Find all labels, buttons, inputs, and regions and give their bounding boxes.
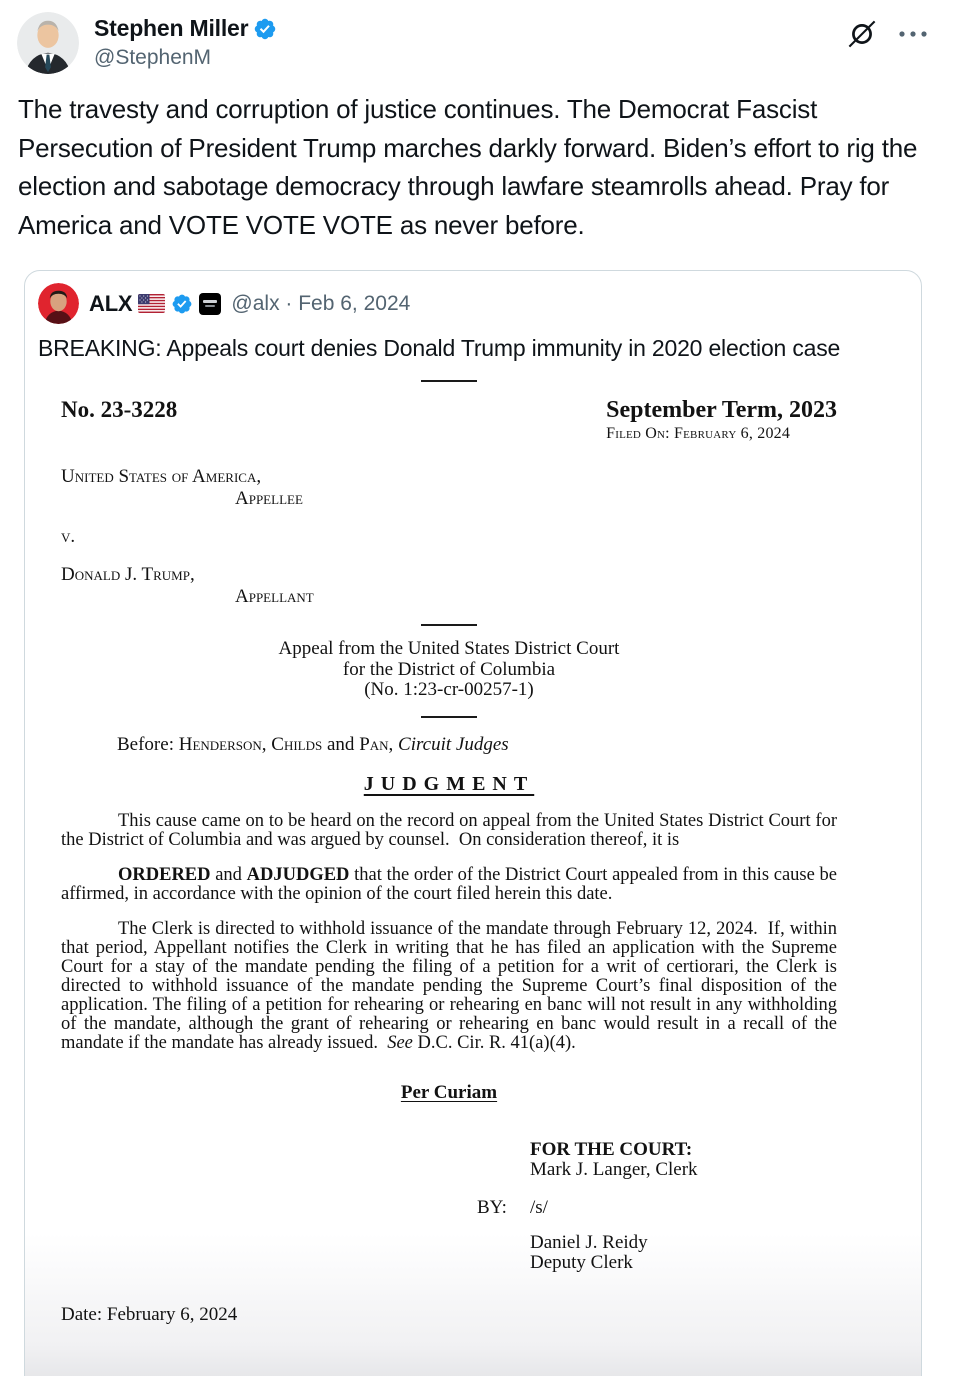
appellee-name: United States of America, bbox=[61, 466, 262, 487]
deputy-clerk-name: Daniel J. Reidy bbox=[530, 1231, 648, 1253]
tweet-text: The travesty and corruption of justice continues. The Democrat Fascist Persecution of President Trump marches darkly forward. Biden’s effort to rig the election and sabotage democracy through lawfare steamrolls ahead. Pray for America and VOTE VOTE VOTE as never before. bbox=[18, 94, 925, 240]
per-curiam: Per Curiam bbox=[400, 1081, 498, 1103]
quoted-verified-badge-icon bbox=[171, 293, 193, 315]
quoted-tweet-header bbox=[25, 271, 921, 324]
appeal-line: Appeal from the United States District Court bbox=[278, 638, 620, 659]
quoted-avatar bbox=[38, 283, 79, 324]
for-the-court: FOR THE COURT: bbox=[530, 1138, 693, 1160]
author-name[interactable]: Stephen Miller bbox=[94, 15, 249, 41]
document-divider bbox=[421, 624, 477, 626]
by-label: BY: bbox=[477, 1196, 507, 1218]
author-info bbox=[94, 12, 277, 71]
judgment-paragraph-3: The Clerk is directed to withhold issuance of the mandate through February 12, 2024. If, within that period, Appellant notifies the Clerk in writing that he has filed an application with the Supreme Court for a stay of the mandate pending the filing of a petition for a writ of certiorari, the Clerk is directed to withhold issuance of the mandate pending the Supreme Court’s final disposition of the application. The filing of a petition for rehearing or rehearing en banc will not result in any withholding of the mandate, although the grant of rehearing or rehearing en banc would result in a recall of the mandate if the mandate has already issued. See D.C. Cir. R. 41(a)(4). bbox=[61, 918, 842, 1053]
grok-icon[interactable] bbox=[846, 18, 878, 50]
header-actions bbox=[846, 18, 928, 50]
appellant-role: Appellant bbox=[235, 586, 314, 607]
document-divider bbox=[421, 380, 477, 382]
filed-date: Filed On: February 6, 2024 bbox=[606, 425, 791, 442]
judgment-paragraph-2: ORDERED and ADJUDGED that the order of the District Court appealed from in this cause be affirmed, in accordance with the opinion of the court filed herein this date. bbox=[61, 864, 842, 904]
signature-slash: /s/ bbox=[530, 1196, 548, 1218]
affiliate-badge bbox=[199, 293, 221, 315]
court-document-image[interactable] bbox=[25, 380, 921, 1376]
court-term: September Term, 2023 bbox=[606, 397, 837, 423]
tweet-header bbox=[0, 0, 964, 74]
appellant-name: Donald J. Trump, bbox=[61, 564, 195, 585]
versus: v. bbox=[61, 526, 76, 547]
quoted-author-name: ALX bbox=[89, 290, 133, 316]
clerk-name: Mark J. Langer, Clerk bbox=[530, 1158, 698, 1180]
panel-line: Before: Henderson, Childs and Pan, Circuit Judges bbox=[117, 733, 509, 755]
verified-badge-icon bbox=[253, 17, 277, 41]
judgment-title: JUDGMENT bbox=[363, 772, 535, 795]
stephen-miller-avatar-image bbox=[17, 12, 79, 74]
avatar[interactable] bbox=[17, 12, 79, 74]
case-caption bbox=[61, 466, 837, 607]
signature-block bbox=[477, 1140, 837, 1273]
appeal-line: for the District of Columbia bbox=[342, 658, 556, 680]
document-date: Date: February 6, 2024 bbox=[61, 1303, 238, 1325]
author-handle[interactable]: @StephenM bbox=[94, 46, 212, 69]
us-flag-icon bbox=[138, 294, 165, 313]
deputy-clerk-title: Deputy Clerk bbox=[530, 1251, 633, 1273]
appeal-line: (No. 1:23-cr-00257-1) bbox=[364, 679, 534, 700]
alx-avatar-image bbox=[38, 283, 79, 324]
quoted-tweet-card[interactable] bbox=[24, 270, 922, 1376]
quoted-author-handle-date: @alx · Feb 6, 2024 bbox=[231, 291, 411, 315]
judgment-paragraph-1: This cause came on to be heard on the record on appeal from the United States District Court for the District of Columbia and was argued by counsel. On consideration thereof, it is bbox=[61, 810, 842, 850]
document-divider bbox=[421, 716, 477, 718]
case-number: No. 23-3228 bbox=[61, 397, 178, 422]
quoted-author-row bbox=[89, 291, 410, 317]
appeal-source bbox=[61, 639, 837, 701]
appellee-role: Appellee bbox=[235, 488, 303, 509]
more-options-icon[interactable] bbox=[898, 28, 928, 40]
quoted-tweet-text: BREAKING: Appeals court denies Donald Trump immunity in 2020 election case bbox=[38, 335, 841, 361]
document-head bbox=[61, 397, 837, 443]
